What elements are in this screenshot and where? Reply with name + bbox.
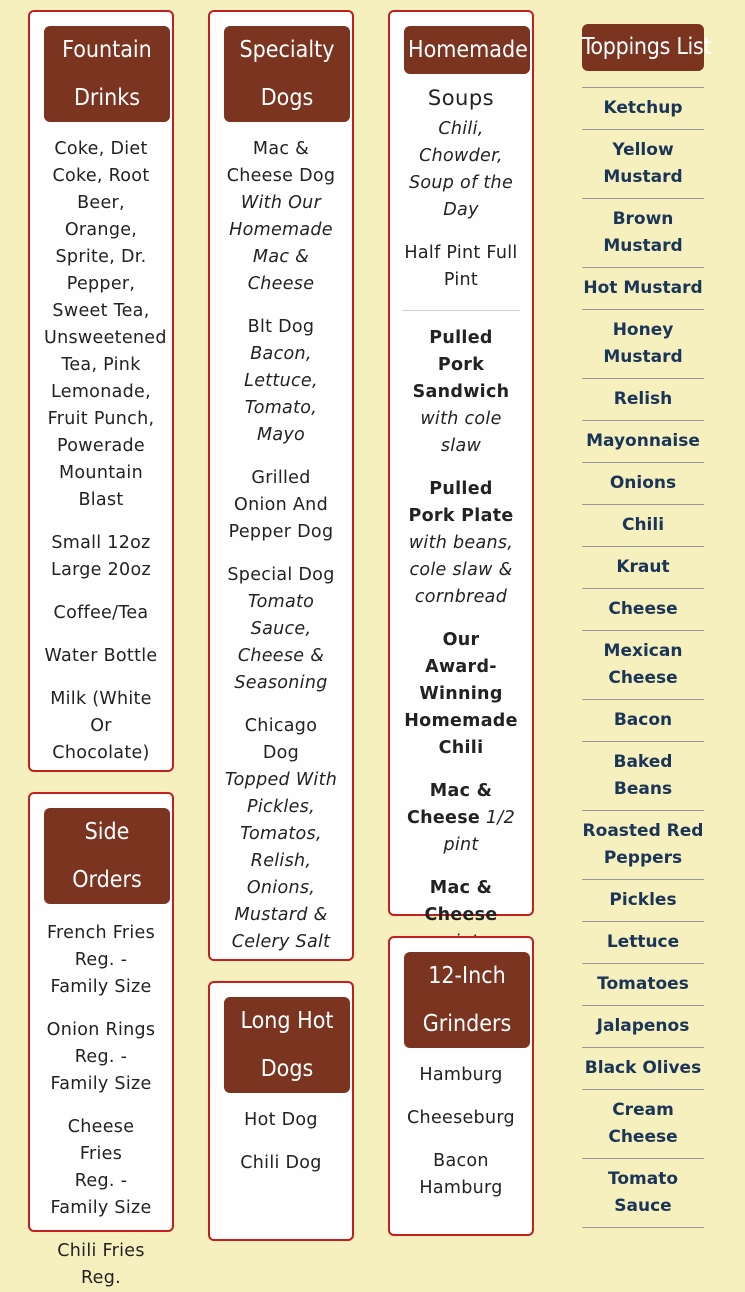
menu-item (44, 1017, 158, 1098)
menu-item: Coffee/Tea (53, 603, 149, 623)
menu-item: Coke, Diet Coke, Root Beer, Orange, Sprite, Dr. Pepper, Sweet Tea, Unsweetened Tea, Pink Lemonade, Fruit Punch, Powerade Mountain Blast (44, 139, 167, 510)
topping-link[interactable]: Cream Cheese (582, 1090, 704, 1159)
menu-item: Small 12oz Large 20oz (51, 533, 151, 580)
topping-link[interactable]: Mayonnaise (582, 421, 704, 463)
topping-link[interactable]: Ketchup (582, 88, 704, 130)
homemade-card (388, 10, 534, 925)
menu-item (404, 778, 518, 859)
item-description: Tomato Sauce, Cheese & Seasoning (234, 592, 328, 693)
menu-item (44, 1114, 158, 1222)
item-description: with beans, cole slaw & cornbread (408, 533, 514, 607)
item-description: Bacon, Lettuce, Tomato, Mayo (244, 344, 318, 445)
heading-line: Dogs (260, 1056, 314, 1082)
topping-link[interactable]: Black Olives (582, 1048, 704, 1090)
specialty-dogs-card (208, 10, 354, 961)
heading-line: Long Hot (240, 1008, 334, 1034)
grinders-card (388, 936, 534, 1236)
menu-item: Bacon Hamburg (419, 1151, 503, 1198)
specialty-dogs-heading (224, 26, 350, 122)
grinders-heading (404, 952, 530, 1048)
menu-item (224, 465, 338, 546)
fountain-drinks-card (28, 10, 174, 772)
item-sizes: Reg. - Family Size (50, 1047, 152, 1094)
topping-link[interactable]: Mexican Cheese (582, 631, 704, 700)
menu-item (224, 562, 338, 697)
item-name: Pulled Pork Plate (408, 479, 514, 526)
topping-link[interactable]: Pickles (582, 880, 704, 922)
item-name: Mac & Cheese (424, 878, 498, 925)
heading-line: Drinks (73, 85, 141, 111)
heading-line: Grinders (422, 1011, 512, 1037)
topping-link[interactable]: Cheese (582, 589, 704, 631)
item-description: 1/2 pint (443, 808, 516, 855)
long-hot-dogs-card (208, 981, 354, 1241)
topping-link[interactable]: Kraut (582, 547, 704, 589)
topping-link[interactable]: Honey Mustard (582, 310, 704, 379)
heading-line: Dogs (260, 85, 314, 111)
topping-link[interactable]: Yellow Mustard (582, 130, 704, 199)
topping-link[interactable]: Baked Beans (582, 742, 704, 811)
toppings-items (582, 87, 704, 1228)
item-name: Grilled Onion And Pepper Dog (228, 468, 334, 542)
menu-item: Chili Dog (240, 1153, 322, 1173)
menu-item (44, 1238, 158, 1292)
topping-link[interactable]: Bacon (582, 700, 704, 742)
toppings-list (582, 24, 712, 1228)
item-name: Onion Rings (46, 1020, 156, 1040)
heading-line: 12-Inch (428, 963, 506, 989)
item-name: Mac & Cheese (406, 781, 493, 828)
menu-item: Hamburg (419, 1065, 503, 1085)
topping-link[interactable]: Roasted Red Peppers (582, 811, 704, 880)
soups-label: Soups (427, 86, 495, 110)
menu-item (404, 476, 518, 611)
topping-link[interactable]: Brown Mustard (582, 199, 704, 268)
item-description: Topped With Pickles, Tomatos, Relish, Onions, Mustard & Celery Salt (224, 770, 338, 952)
menu-item (404, 325, 518, 460)
item-sizes: Reg. - Family Size (50, 1171, 152, 1218)
menu-item (224, 314, 338, 449)
topping-link[interactable]: Chili (582, 505, 704, 547)
heading-line: Specialty (239, 37, 335, 63)
item-name: Special Dog (227, 565, 335, 585)
long-hot-dogs-heading (224, 997, 350, 1093)
item-name: French Fries (46, 923, 156, 943)
item-name: Chili Fries (57, 1241, 145, 1261)
side-orders-card (28, 792, 174, 1288)
item-name: Blt Dog (247, 317, 315, 337)
item-name: Chicago Dog (244, 716, 318, 763)
item-name: Cheese Fries (67, 1117, 135, 1164)
fountain-drinks-heading (44, 26, 170, 122)
menu-item (404, 627, 518, 762)
side-orders-heading: Side Orders (44, 808, 170, 904)
soup-description: Chili, Chowder, Soup of the Day (408, 119, 514, 220)
topping-link[interactable]: Lettuce (582, 922, 704, 964)
section-divider (402, 310, 520, 311)
menu-item: Water Bottle (44, 646, 158, 666)
menu-item (224, 136, 338, 298)
topping-link[interactable]: Hot Mustard (582, 268, 704, 310)
menu-item (44, 920, 158, 1001)
menu-item: Cheeseburg (407, 1108, 515, 1128)
item-sizes: Reg. (80, 1268, 121, 1288)
item-name: Pulled Pork Sandwich (412, 328, 510, 402)
homemade-heading: Homemade (404, 26, 530, 74)
item-sizes: Reg. - Family Size (50, 950, 152, 997)
item-name: Our Award-Winning Homemade Chili (404, 630, 518, 758)
menu-item: Milk (White Or Chocolate) (50, 689, 152, 763)
menu-item (224, 713, 338, 956)
menu-item: Hot Dog (244, 1110, 318, 1130)
item-name: Mac & Cheese Dog (226, 139, 336, 186)
item-description: with cole slaw (420, 409, 502, 456)
heading-line: Fountain (62, 37, 152, 63)
toppings-heading: Toppings List (582, 24, 704, 71)
item-description: With Our Homemade Mac & Cheese (229, 193, 333, 294)
soup-sizes: Half Pint Full Pint (404, 243, 518, 290)
topping-link[interactable]: Onions (582, 463, 704, 505)
topping-link[interactable]: Relish (582, 379, 704, 421)
topping-link[interactable]: Tomato Sauce (582, 1159, 704, 1228)
topping-link[interactable]: Jalapenos (582, 1006, 704, 1048)
topping-link[interactable]: Tomatoes (582, 964, 704, 1006)
